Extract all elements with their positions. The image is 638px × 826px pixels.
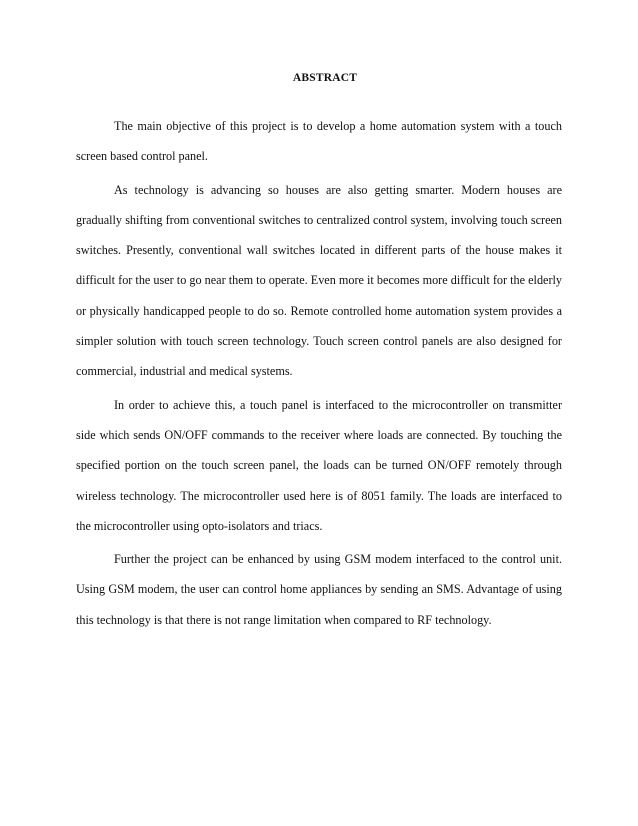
paragraph-objective: The main objective of this project is to develop a home automation system with a touch screen based control panel. — [76, 119, 562, 164]
paragraph-technology: As technology is advancing so houses are also getting smarter. Modern houses are gradually shifting from conventional switches to centralized control system, involving touch screen switches. Presently, conventional wall switches located in different parts of the house makes it difficult for the user to go near them to operate. Even more it becomes more difficult for the elderly or physically handicapped people to do so. Remote controlled home automation system provides a simpler solution with touch screen technology. Touch screen control panels are also designed for commercial, industrial and medical systems. — [76, 182, 562, 379]
paragraph-enhancement: Further the project can be enhanced by using GSM modem interfaced to the control unit. Using GSM modem, the user can control home appliances by sending an SMS. Advantage of using this technology is that there is not range limitation when compared to RF technology. — [76, 552, 562, 627]
paragraph-implementation: In order to achieve this, a touch panel is interfaced to the microcontroller on transmitter side which sends ON/OFF commands to the receiver where loads are connected. By touching the specified portion on the touch screen panel, the loads can be turned ON/OFF remotely through wireless technology. The microcontroller used here is of 8051 family. The loads are interfaced to the microcontroller using opto-isolators and triacs. — [76, 397, 562, 533]
abstract-heading: ABSTRACT — [292, 72, 358, 84]
